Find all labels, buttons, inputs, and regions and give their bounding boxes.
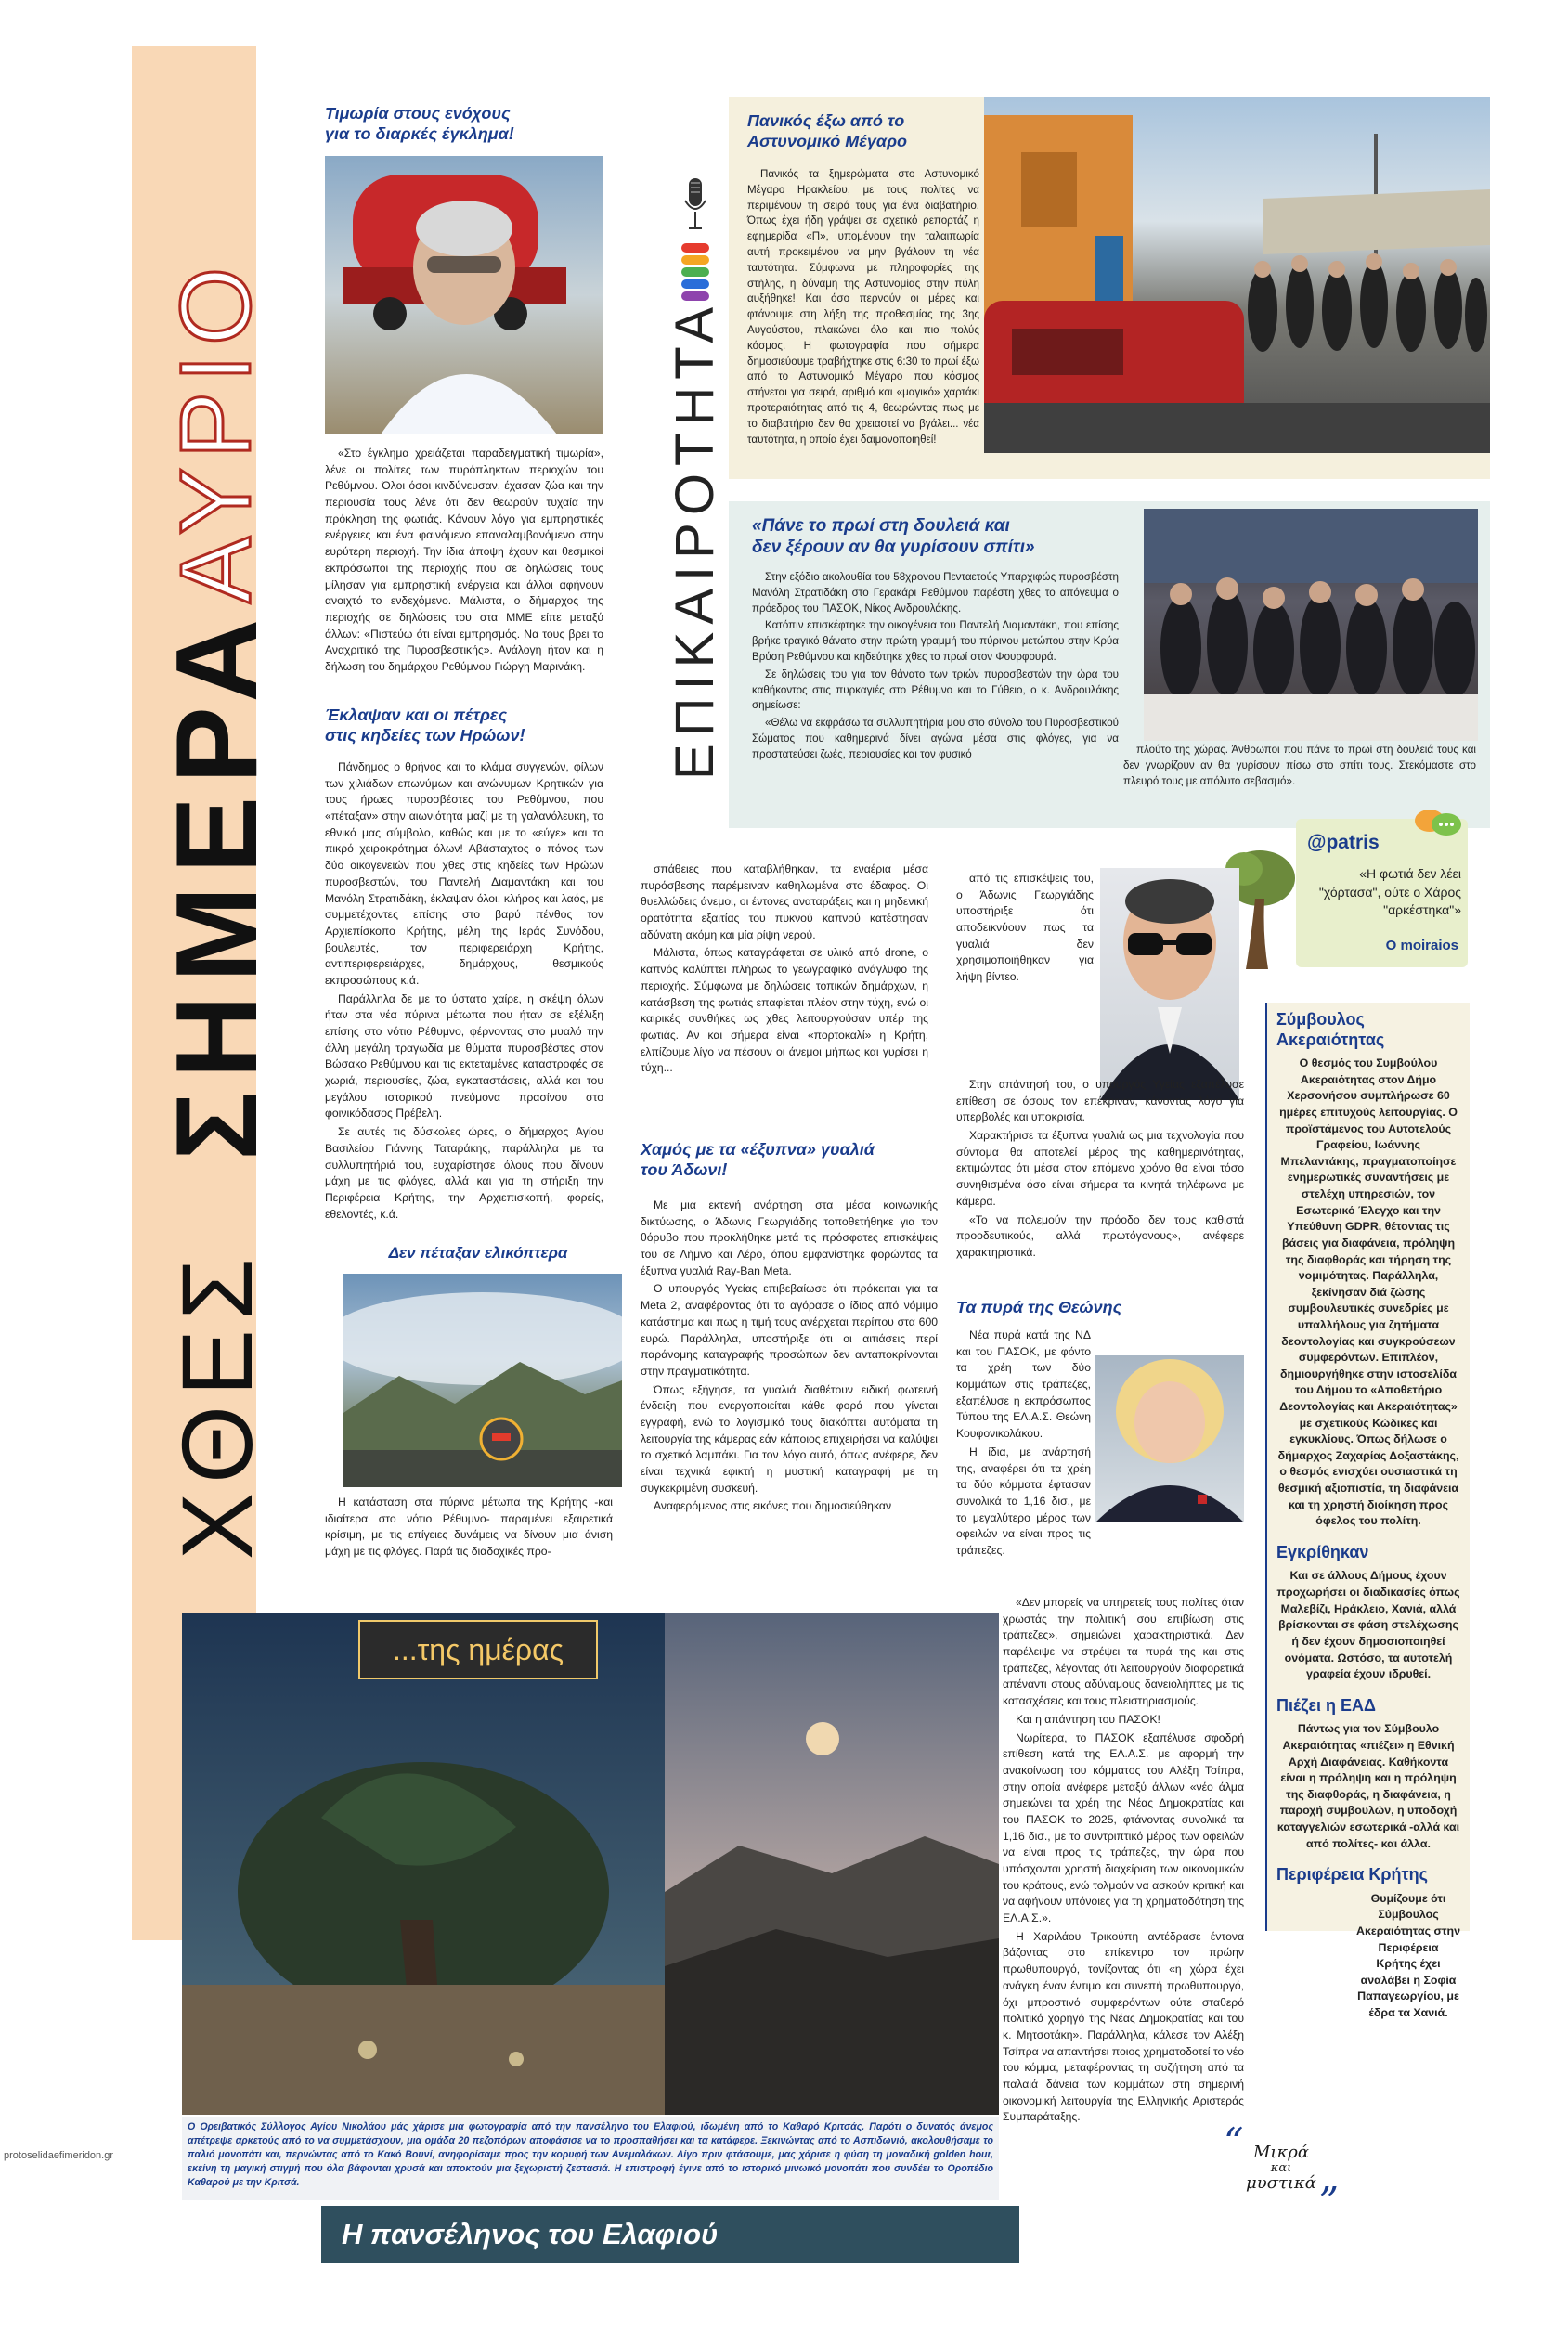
paragraph: «Δεν μπορείς να υπηρετείς τους πολίτες όταν χρωστάς την πολιτική σου επιβίωση στις τράπεζες», σημειώνει χαρακτηριστικά. Δεν παρέλειψε να στρέψει τα πυρά της και στις τράπεζες, λέγοντας ότι λειτουργούν διαφορετικά απέναντι στους αδύναμους δανειολήπτες με τις κατασχέσεις και τους πλειστηριασμούς. [1003,1596,1244,1708]
sidebar-heading: Εγκρίθηκαν [1276,1542,1369,1561]
sidebar-heading: Περιφέρεια Κρήτης [1276,1865,1428,1885]
paragraph: Σε αυτές τις δύσκολες ώρες, ο δήμαρχος Αγίου Βασιλείου Γιάννης Ταταράκης, παράλληλα με τα συλλυπητήριά του, ευχαρίστησε όλους που δίνουν μάχη με τις φλόγες, αλλά και για τη στήριξη την Περιφέρεια Κρήτης, την Αρχιεπισκοπή, φορείς, εθελοντές, κ.ά. [325,1125,603,1221]
headline-line: Πανικός έξω από το [747,111,905,130]
paragraph: Σε δηλώσεις του για τον θάνατο των τριών πυροσβεστών την ώρα του καθήκοντος στις πυρκαγιές στο Ρέθυμνο και το Γύθειο, ο κ. Ανδρουλάκης σημείωσε: [752,667,1119,712]
photo-of-day [182,1613,999,2115]
photo-koufonikolakou [1095,1355,1244,1522]
stamp-line: μυστικά [1246,2172,1316,2193]
paragraph: Αναφερόμενος στις εικόνες που δημοσιεύθηκαν [654,1499,892,1513]
body-work [752,570,1119,765]
paragraph: Μάλιστα, όπως καταγράφεται σε υλικό από drone, ο καπνός καλύπτει πλήρως το γεωγραφικό ανάγλυφο της περιοχής. Σύμφωνα με δηλώσεις τοπικών δημάρχων, η κατάσβεση της φωτιάς επαφίεται πλέον στην τύχη, ενώ οι καιρικές συνθήκες ως χθες λειτουργούσαν υπέρ της φωτιάς. Αν και σήμερα είναι «πορτοκαλί» η Κρήτη, ελπίζουμε λίγο να πέσουν οι άνεμοι μήπως και γυρίσει η τύχη... [641,946,928,1075]
body-glasses-intro-2 [956,1077,1244,1263]
paragraph: Νωρίτερα, το ΠΑΣΟΚ εξαπέλυσε σφοδρή επίθεση κατά της ΕΛ.Α.Σ. με αφορμή την ανακοίνωση του κόμματος του Αλέξη Τσίπρα, στην οποία ανέφερε μεταξύ άλλων «νέο άλμα σημειώνει τα χρέη της Νέας Δημοκρατίας και του ΠΑΣΟΚ το 2025, φτάνοντας συνολικά τα 1,16 δισ., με το συντριπτικό μέρος των οφειλών να είναι προς τις τράπεζες, την ώρα που υπόσχονται χρηστή διαχείριση των οικονομικών του κράτους, ενώ τολμούν να ασκούν κριτική και να αφήνουν υπόνοιες για τη χρηματοδότηση της ΕΛ.Α.Σ.». [1003,1730,1244,1925]
photo-mountain-smoke [343,1274,622,1487]
headline-funerals [325,706,603,745]
paragraph: Η κατάσταση στα πύρινα μέτωπα της Κρήτης -και ιδιαίτερα στο νότιο Ρέθυμνο- παραμένει εξαιρετικά κρίσιμη, με τις επίγειες δυνάμεις να δίνουν μια άνιση μάχη με τις φλόγες. Παρά τις διαδοχικές προ- [325,1496,613,1559]
paragraph: «Το να πολεμούν την πρόοδο δεν τους καθιστά προοδευτικούς, αλλά πρωτόγονους», ανέφερε χαρακτηριστικά. [956,1212,1244,1259]
body-funerals [325,759,603,1224]
paragraph: Και η απάντηση του ΠΑΣΟΚ! [1016,1712,1160,1726]
body-helicopters-continued [641,862,928,1079]
sidebar-body: Ο θεσμός του Συμβούλου Ακεραιότητας στον Δήμο Χερσονήσου συμπλήρωσε 60 ημέρες επιτυχούς λειτουργίας. Ο προϊστάμενος του Αυτοτελούς Γραφείου, Ιωάννης Μπελαντάκης, πραγματοποίησε ενημερωτικές συναντήσεις με στελέχη υπηρεσιών, τον Εσωτερικό Έλεγχο και την Υπεύθυνη GDPR, θέτοντας τις βάσεις για διαφάνεια, πρόληψη της διαφθοράς και τήρηση της νομιμότητας. Παράλληλα, ξεκίνησαν διά ζώσης συμβουλευτικές συνεδρίες με υπαλλήλους για ζητήματα δεοντολογίας και συγκρούσεων συμφερόντων. Επιπλέον, δημιουργήθηκε στην ιστοσελίδα του Δήμου το «Αποθετήριο Δεοντολογίας και Ακεραιότητας» με σχετικούς Κώδικες και εγκυκλίους. Όπως δήλωσε ο δήμαρχος Ζαχαρίας Δοξαστάκης, ο θεσμός ενισχύει ουσιαστικά τη θεσμική αξιοπιστία, τη διαφάνεια και τη χρηστή διοίκηση προς όφελος του πολίτη. [1277,1056,1459,1528]
body-glasses [641,1198,938,1517]
color-stripes-icon [681,243,709,308]
microphone-icon [681,176,709,237]
paragraph: Χαρακτήρισε τα έξυπνα γυαλιά ως μια τεχνολογία που σύντομα θα αποτελεί μέρος της καθημερινότητας, εκτιμώντας ότι μέσα στον επόμενο χρόνο θα είναι τόσο συνηθισμένα όσο είναι σήμερα τα κινητά τηλέφωνα με κάμερα. [956,1129,1244,1208]
paragraph: Στην εξόδιο ακολουθία του 58χρονου Πενταετούς Υπαρχιφώς πυροσβέστη Μανόλη Στρατιδάκη στο Γερακάρι Ρεθύμνου παρέστη χθες το απόγευμα ο πρόεδρος του ΠΑΣΟΚ, Νίκος Ανδρουλάκης. [752,571,1119,615]
patris-handle: @patris [1307,832,1380,853]
photo-of-day-caption: Ο Ορειβατικός Σύλλογος Αγίου Νικολάου μάς χάρισε μια φωτογραφία από την πανσέληνο του Ελαφιού, ιδωμένη από το Καθαρό Κριτσάς. Παρότι ο δυνατός άνεμος απέτρεψε αρκετούς από το να συμμετάσχουν, μια ομάδα 20 πεζοπόρων αποφάσισε να το προσπαθήσει και τα κατάφερε. Ξεκινώντας από το Ασπιδωνιό, ακολουθήσαμε το παλιό μονοπάτι και, περνώντας από το Κακό Βουνί, ανηφορίσαμε προς την κορυφή των Ανεμαλάκων. Λίγο πριν φτάσουμε, μας χάρισε η φύση τη μοναδική golden hour, εκείνη τη μαγική στιγμή που όλα βάφονται χρυσά και αποκτούν μια ξεχωριστή ζεστασιά. Η επιστροφή έγινε από το ιστορικό μινωικό μονοπάτι που συνδέει το Οροπέδιο Καθαρού με την Κριτσά. [188,2121,993,2189]
paragraph: «Θέλω να εκφράσω τα συλλυπητήρια μου στο σύνολο του Πυροσβεστικού Σώματος που καθημερινά δίνει αγώνα μέσα στις φλόγες, για να προστατεύσει ζωές, περιουσίες και τον φυσικό [752,717,1119,760]
headline-line: στις κηδείες των Ηρώων! [325,725,525,745]
paragraph: «Στο έγκλημα χρειάζεται παραδειγματική τιμωρία», λένε οι πολίτες των πυρόπληκτων περιοχών του Ρεθύμνου. Όλοι όσοι κινδύνευσαν, έχασαν ζώα και την περιουσία τους λένε ότι δεν θεωρούν τυχαία την πρόκληση της φωτιάς. Κάνουν λόγο για εμπρηστικές ενέργειες και ένα φαινόμενο επαναλαμβανόμενο στην ευρύτερη περιοχή. Την ίδια άποψη έχουν και θεσμικοί εκπρόσωποι της περιοχής που σε δηλώσεις τους μίλησαν για εμπρηστική ενέργεια και άλλοι αφήνουν ανοιχτό το ενδεχόμενο. Μάλιστα, ο δήμαρχος της περιοχής σε δηλώσεις του στα ΜΜΕ είπε μεταξύ άλλων: «Πιστεύω ότι είναι εμπρησμός. Να τους βρει το Αναχριτικό της Πυροσβεστικής». Ανάλογη ήταν και η δήλωση του δημάρχου Ρεθύμνου Γιώργη Μαρινάκη. [325,447,603,673]
body-glasses-intro [956,871,1094,988]
headline-panic [747,111,979,151]
sidebar-heading: Πιέζει η ΕΑΔ [1276,1695,1376,1715]
quote-close-icon: ” [1318,2179,1339,2224]
paragraph: Η Χαριλάου Τρικούπη αντέδρασε έντονα βάζοντας στο επίκεντρο τον πρώην πρωθυπουργό, τονίζοντας ότι «η χώρα έχει ανάγκη έναν έντιμο και συνεπή πρωθυπουργό, όχι μπροστινό συμφερόντων ούτε σταθερό πολιτικό χορηγό της Νέας Δημοκρατίας και του κ. Μητσοτάκη». Παράλληλα, κάλεσε τον Αλέξη Τσίπρα να απαντήσει ποιος χρηματοδοτεί το νέο του κόμμα, μεταφέροντας τη συζήτηση από τα παλαιά δάνεια των κομμάτων στη σημερινή οικονομική λειτουργία της Ελληνικής Αριστεράς Συμπαράταξης. [1003,1929,1244,2124]
paragraph: Παράλληλα δε με το ύστατο χαίρε, η σκέψη όλων ήταν στα νέα πύρινα μέτωπα που ήταν σε εξέλιξη επίσης στο νότιο Ρέθυμνο, φέρνοντας στο μυαλό την άλλη μεγάλη τραγωδία με θύματα πυροσβέστες στον Βώσακο Ρεθύμνου και τις εκτεταμένες καταστροφές σε χωριά, περιουσίες, ζώα, εγκαταστάσεις, αλλά και του μεγάλου ιστορικού πνεύμονα πρασίνου στο φοινικόδασος Πρέβελη. [325,991,603,1121]
body-panic [747,167,979,449]
headline-theoni: Τα πυρά της Θεώνης [956,1298,1122,1316]
photo-georgiadis [1100,868,1239,1100]
photo-of-day-title-bar [321,2206,1019,2263]
paragraph: Πάνδημος ο θρήνος και το κλάμα συγγενών, φίλων των χιλιάδων επωνύμων και ανώνυμων Κρητικών για τους ήρωες πυροσβέστες του Ρεθύμνου, που «πέταξαν» στην αιωνιότητα μαζί με τη γαλανόλευκη, το εθνικό μας σύμβολο, καθώς και με το «εύγε» και το πικρό χειροκρότημα όλων! Αβάσταχτος ο πόνος των δύο οικογενειών που χθες στις κηδείες των Ηρώων πυροσβεστών, του Παντελή Διαμαντάκη και του Μανόλη Στρατιδάκη, έκλαψαν όλοι, κλήρος και λαός, με συμμετέχοντες επίσης στο βαρύ πένθος τον Αρχιεπίσκοπο Κρήτης, μέλη της Ιεράς Συνόδου, βουλευτές, τον περιφερειάρχη Κρήτης, αντιπεριφερειάρχες, δημάρχους, θεσμικούς εκπροσώπους κ.ά. [325,760,603,987]
watermark: protoselidaefimeridon.gr [4,2150,114,2161]
paragraph: πλούτο της χώρας. Άνθρωποι που πάνε το πρωί στη δουλειά τους και δεν γνωρίζουν αν θα γυρίσουν πίσω στο σπίτι τους. Στεκόμαστε στο πλευρό τους με απόλυτο σεβασμό». [1123,744,1476,787]
body-theoni [1003,1595,1244,2128]
body-work-continued [1123,743,1476,791]
stamp-line: Μικρά [1252,2143,1310,2162]
paragraph: Με μια εκτενή ανάρτηση στα μέσα κοινωνικής δικτύωσης, ο Άδωνις Γεωργιάδης τοποθετήθηκε για τον θόρυβο που προκλήθηκε μετά τις πρόσφατες επισκέψεις του σε Λήμνο και Λέρο, όπου εμφανίστηκε φορώντας τα έξυπνα γυαλιά Ray-Ban Meta. [641,1198,938,1277]
band-label-simera: ΣΗΜΕΡΑ [153,605,281,1160]
sidebar-integrity [1265,1003,1470,2020]
headline-line: Έκλαψαν και οι πέτρες [325,706,508,724]
headline-glasses [641,1140,938,1180]
paragraph: από τις επισκέψεις του, ο Άδωνις Γεωργιάδης υποστήριξε ότι αποδεικνύουν πως τα γυαλιά δεν χρησιμοποιήθηκαν για λήψη βίντεο. [956,872,1094,984]
band-label-xthes: ΧΘΕΣ [161,1249,273,1560]
headline-line: του Άδωνι! [641,1160,728,1179]
paragraph: Ο υπουργός Υγείας επιβεβαίωσε ότι πρόκειται για τα Meta 2, αναφέροντας ότι τα αγόρασε ο ίδιος από νόμιμο κατάστημα και πως η τιμή τους ανέρχεται περίπου στα 600 ευρώ. Παράλληλα, υποστήριξε ότι οι αιτιάσεις περί παράνομης καταγραφής προσώπων δεν ανταποκρίνονται στην πραγματικότητα. [641,1282,938,1378]
body-helicopters [325,1495,613,1562]
photo-police-queue [984,97,1490,453]
patris-quote-box [1296,819,1468,967]
headline-line: Τιμωρία στους ενόχους [325,104,511,123]
photo-funeral-crowd [1144,509,1478,741]
stamp-mikra-kai-mystika [1224,2119,1339,2228]
headline-line: δεν ξέρουν αν θα γυρίσουν σπίτι» [752,537,1035,557]
headline-line: για το διαρκές έγκλημα! [325,123,514,143]
body-punishment [325,446,603,678]
body-theoni-intro [956,1328,1091,1561]
headline-work [752,516,1123,559]
sidebar-heading: Σύμβουλος Ακεραιότητας [1276,1010,1385,1049]
sidebar-body: Πάντως για τον Σύμβουλο Ακεραιότητας «πιέζει» η Εθνική Αρχή Διαφάνειας. Καθήκοντα είναι η πρόληψη και η πρόληψη της διαφθοράς, η διαφάνεια, η παροχή συμβουλών, η υποδοχή καταγγελιών εσωτερικά -αλλά και από πολίτες- και άλλα. [1276,1722,1460,1850]
photo-of-day-title: Η πανσέληνος του Ελαφιού [342,2218,719,2250]
photo-official-truck [325,156,603,434]
paragraph: Νέα πυρά κατά της ΝΔ και του ΠΑΣΟΚ, με φόντο τα χρέη των δύο κομμάτων στις τράπεζες, εξαπέλυσε η εκπρόσωπος Τύπου της ΕΛ.Α.Σ. Θεώνη Κουφονικολάκου. [956,1328,1091,1441]
headline-line: «Πάνε το πρωί στη δουλειά και [752,516,1010,536]
section-label-epikairotita: ΕΠΙΚΑΙΡΟΤΗΤΑ [665,299,725,780]
patris-author: O moiraios [1385,938,1458,953]
photo-of-day-label: ...της ημέρας [358,1620,598,1679]
paragraph: Στην απάντησή του, ο υπουργός Υγείας εξαπέλυσε επίθεση σε όσους τον επέκριναν, κάνοντας λόγο για υπερβολές και υποκρισία. [956,1078,1244,1124]
sidebar-body: Θυμίζουμε ότι Σύμβουλος Ακεραιότητας στην Περιφέρεια Κρήτης έχει αναλάβει η Σοφία Παπαγεωργίου, με έδρα τα Χανιά. [1356,1891,1460,2020]
chat-bubbles-icon [1413,806,1463,839]
paragraph: Πανικός τα ξημερώματα στο Αστυνομικό Μέγαρο Ηρακλείου, με τους πολίτες να περιμένουν τη σειρά τους για ένα διαβατήριο. Όπως έχει ήδη γράψει σε σχετικό ρεπορτάζ η εφημερίδα «Π», υπομένουν την ταλαιπωρία αυτή προκειμένου να μην βγάλουν τη νέα ταυτότητα. Σύμφωνα με πληροφορίες της στήλης, η δύναμη της Αστυνομίας στην πύλη αυξήθηκε! Και όσο περνούν οι μέρες και φτάνουμε στη λήξη της προθεσμίας της 3ης Αυγούστου, πλακώνει όλο και πιο πολύς κόσμος. Η φωτογραφία που σήμερα δημοσιεύουμε τραβήχτηκε στις 6:30 το πρωί έξω από το Αστυνομικό Μέγαρο που κόσμος στήνεται για σειρά, αριθμό και «μαγικό» χαρτάκι προτεραιότητας από τις 4, θεωρώντας πως με το διαβατήριο δεν θα χρειαστεί να βγάλει... νέα ταυτότητα, η οποία έχει δαιμονοποιηθεί! [747,168,979,446]
band-label-avrio: ΑΥΡΙΟ [159,257,271,603]
headline-line: Χαμός με τα «έξυπνα» γυαλιά [641,1140,875,1159]
patris-quote: «Η φωτιά δεν λέει "χόρτασα", ούτε ο Χάρος "αρκέστηκα"» [1318,866,1461,918]
headline-helicopters: Δεν πέταξαν ελικόπτερα [388,1244,568,1262]
headline-line: Αστυνομικό Μέγαρο [747,131,907,150]
paragraph: Κατόπιν επισκέφτηκε την οικογένεια του Παντελή Διαμαντάκη, που επίσης βρήκε τραγικό θάνατο στην πρώτη γραμμή του πύρινου μετώπου στην Κρύα Βρύση Ρεθύμνου και κηδεύτηκε χθες το πρωί στον Φουρφουρά. [752,619,1119,663]
paragraph: σπάθειες που καταβλήθηκαν, τα εναέρια μέσα πυρόσβεσης παρέμειναν καθηλωμένα στο έδαφος. Οι θυελλώδεις άνεμοι, οι έντονες αναταράξεις και η μηδενική ορατότητα εξαιτίας του πυκνού καπνού κατέστησαν αδύνατη ακόμη και μία ρίψη νερού. [641,862,928,941]
quote-open-icon: “ [1224,2119,1244,2165]
stamp-line: και [1270,2160,1292,2175]
paragraph: Η ίδια, με ανάρτησή της, αναφέρει ότι τα χρέη τα δύο κόμματα έφτασαν συνολικά τα 1,16 δισ., με το μεγαλύτερο μέρος των οφειλών να είναι προς τις τράπεζες. [956,1445,1091,1557]
sidebar-body: Και σε άλλους Δήμους έχουν προχωρήσει οι διαδικασίες όπως Μαλεβίζι, Ηράκλειο, Χανιά, αλλά βρίσκονται σε φάση στελέχωσης ή δεν έχουν δημοσιοποιηθεί ονόματα. Ωστόσο, τα αυτοτελή γραφεία έχουν ιδρυθεί. [1276,1569,1460,1681]
paragraph: Όπως εξήγησε, τα γυαλιά διαθέτουν ειδική φωτεινή ένδειξη που ενεργοποιείται κάθε φορά που γίνεται εγγραφή, ενώ το λογισμικό τους διακόπτει αυτόματα τη λειτουργία της κάμερας εάν κάποιος επιχειρήσει να καλύψει το σχετικό λαμπάκι. Για τον λόγο αυτό, όπως ανέφερε, δεν είναι τεχνικά εφικτή η μυστική καταγραφή με τη συγκεκριμένη συσκευή. [641,1382,938,1495]
photo-of-day-caption-box [182,2117,999,2200]
headline-punishment [325,104,566,144]
